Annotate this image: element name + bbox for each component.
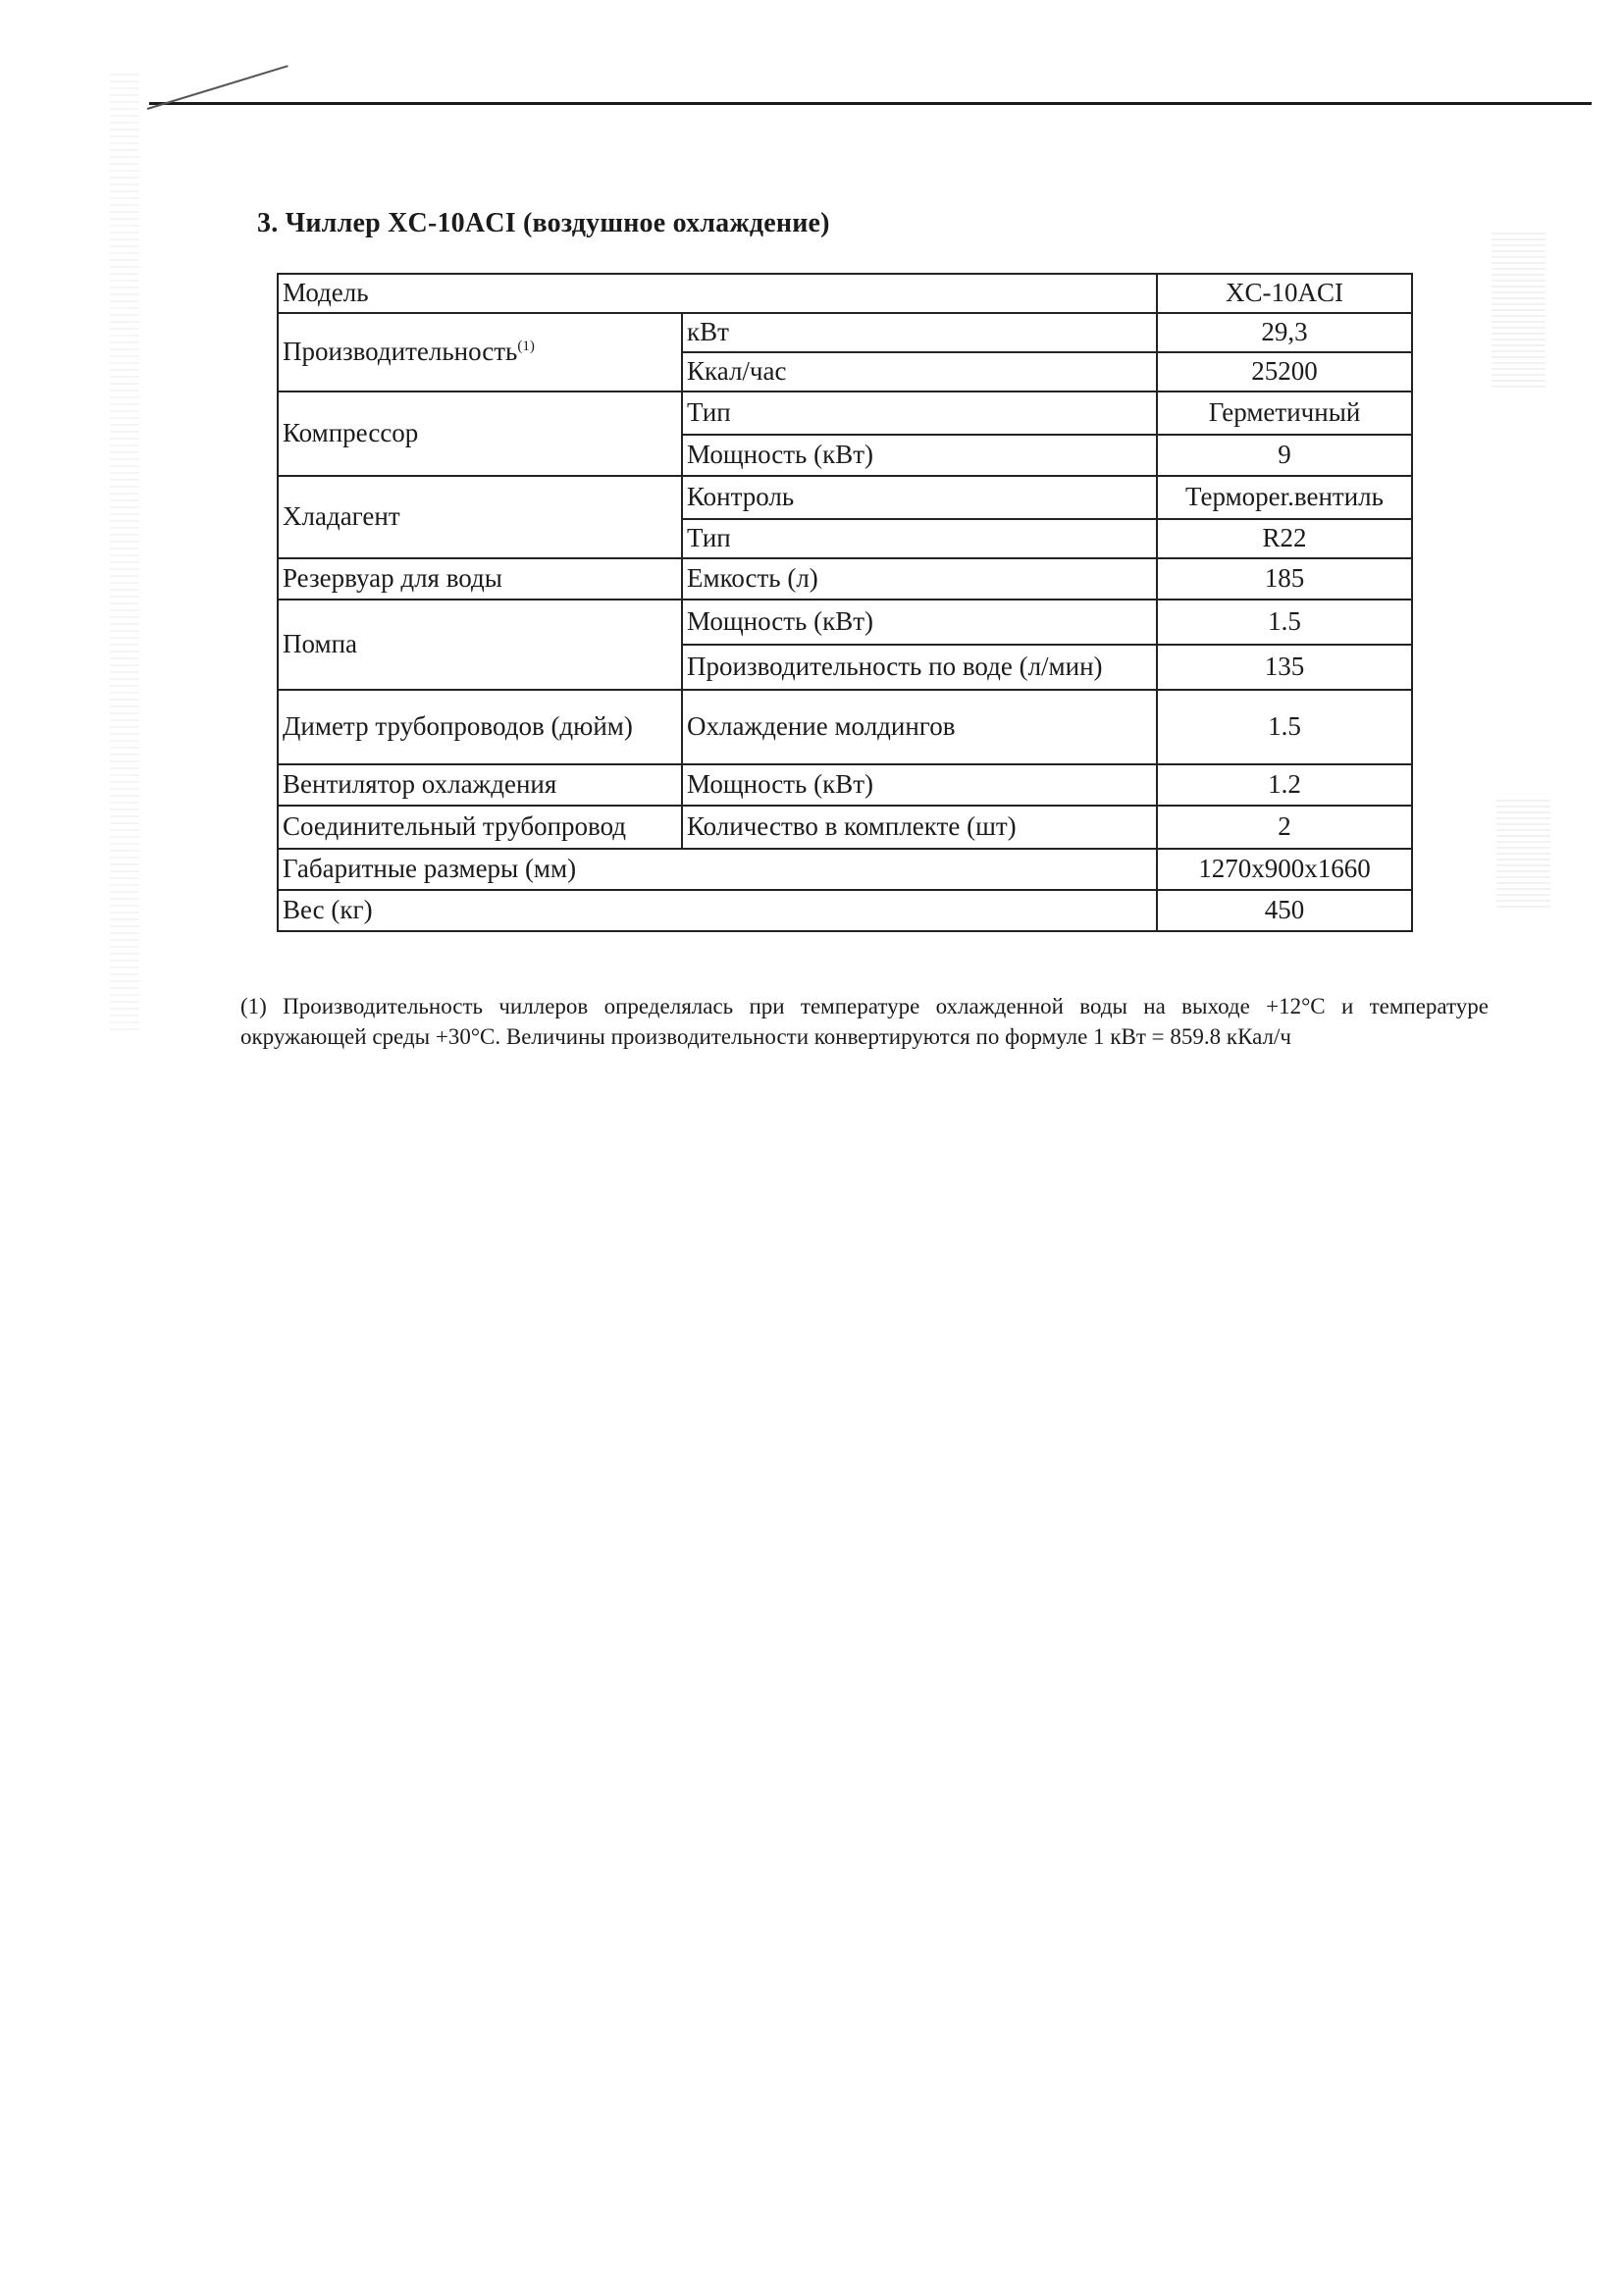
sub-cell: Тип: [682, 391, 1157, 435]
value-cell: 9: [1157, 435, 1412, 476]
sub-cell: Мощность (кВт): [682, 764, 1157, 806]
sub-cell: Мощность (кВт): [682, 600, 1157, 645]
value-cell: 135: [1157, 645, 1412, 690]
table-row: [278, 313, 1412, 352]
value-cell: 29,3: [1157, 313, 1412, 352]
param-label: Производительность: [283, 337, 518, 367]
param-cell: Хладагент: [278, 476, 682, 558]
sub-cell: кВт: [682, 313, 1157, 352]
value-cell: 1270x900x1660: [1157, 849, 1412, 890]
table-row: [278, 890, 1412, 931]
scan-noise-right-lower: [1496, 800, 1550, 908]
scan-noise-left: [110, 69, 139, 1030]
table-row: [278, 690, 1412, 764]
value-cell: XC-10ACI: [1157, 274, 1412, 313]
top-rule: [149, 102, 1592, 105]
value-cell: 1.5: [1157, 690, 1412, 764]
footnote-ref: (1): [517, 339, 535, 355]
table-row: [278, 600, 1412, 645]
value-cell: 450: [1157, 890, 1412, 931]
footnote: (1) Производительность чиллеров определялась при температуре охлажденной воды на выходе +12°С и температуре окружающей среды +30°С. Величины производительности конвертируются по формуле 1 кВт = 859.8 кКал/ч: [240, 994, 1489, 1049]
param-cell: Компрессор: [278, 391, 682, 476]
value-cell: 185: [1157, 558, 1412, 600]
table-row: [278, 476, 1412, 519]
value-cell: 1.2: [1157, 764, 1412, 806]
param-cell: Соединительный трубопровод: [278, 806, 682, 849]
value-cell: 1.5: [1157, 600, 1412, 645]
param-cell: Диметр трубопроводов (дюйм): [278, 690, 682, 764]
table-row: [278, 806, 1412, 849]
section-heading: 3. Чиллер XC-10ACI (воздушное охлаждение): [257, 208, 830, 238]
param-cell: Габаритные размеры (мм): [278, 849, 1157, 890]
table-row: [278, 558, 1412, 600]
value-cell: 25200: [1157, 352, 1412, 391]
table-row: [278, 849, 1412, 890]
sub-cell: Ккал/час: [682, 352, 1157, 391]
sub-cell: Мощность (кВт): [682, 435, 1157, 476]
value-cell: 2: [1157, 806, 1412, 849]
sub-cell: Тип: [682, 519, 1157, 558]
param-cell: Помпа: [278, 600, 682, 690]
scan-noise-right: [1492, 231, 1545, 388]
param-cell: Вентилятор охлаждения: [278, 764, 682, 806]
sub-cell: Производительность по воде (л/мин): [682, 645, 1157, 690]
param-cell: Резервуар для воды: [278, 558, 682, 600]
table-row: [278, 764, 1412, 806]
sub-cell: Контроль: [682, 476, 1157, 519]
sub-cell: Количество в комплекте (шт): [682, 806, 1157, 849]
spec-table: [277, 273, 1413, 932]
value-cell: Герметичный: [1157, 391, 1412, 435]
value-cell: Термореr.вентиль: [1157, 476, 1412, 519]
sub-cell: Охлаждение молдингов: [682, 690, 1157, 764]
value-cell: R22: [1157, 519, 1412, 558]
sub-cell: Емкость (л): [682, 558, 1157, 600]
param-cell: Модель: [278, 274, 1157, 313]
param-cell: [278, 313, 682, 391]
table-row: [278, 274, 1412, 313]
param-cell: Вес (кг): [278, 890, 1157, 931]
table-row: [278, 391, 1412, 435]
